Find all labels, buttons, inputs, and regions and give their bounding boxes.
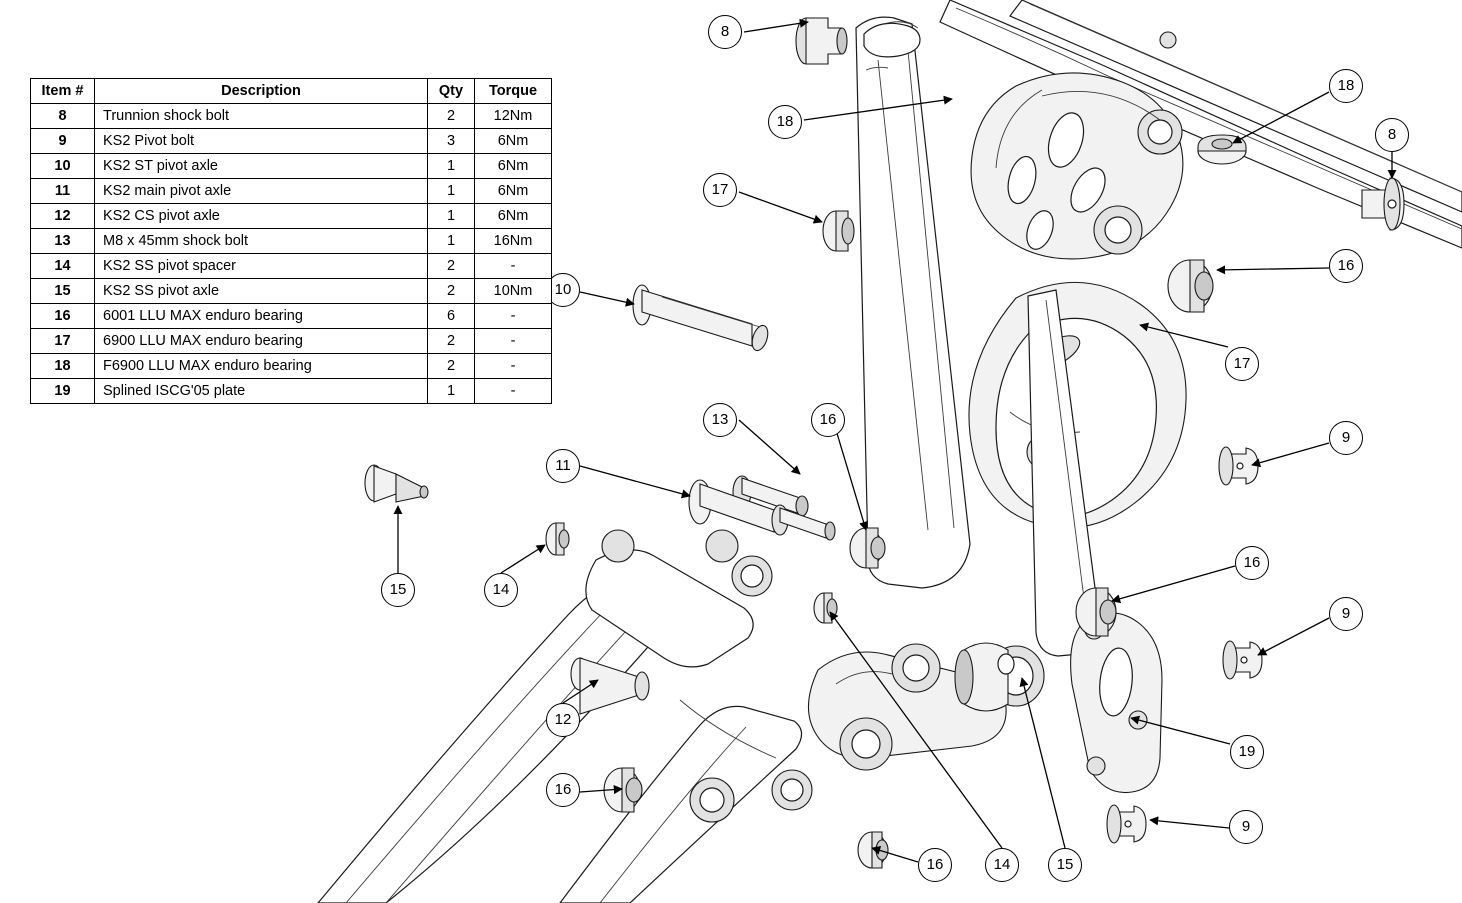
table-row xyxy=(31,204,552,229)
cell-description: KS2 SS pivot axle xyxy=(95,279,428,304)
cell-item: 14 xyxy=(31,254,95,279)
table-row xyxy=(31,229,552,254)
header-description: Description xyxy=(95,79,428,104)
table-row xyxy=(31,179,552,204)
table-row xyxy=(31,254,552,279)
header-torque: Torque xyxy=(475,79,552,104)
parts-table xyxy=(30,78,552,404)
cell-item: 9 xyxy=(31,129,95,154)
callout-balloon-14[interactable]: 14 xyxy=(484,573,518,607)
cell-qty: 1 xyxy=(428,154,475,179)
cell-item: 11 xyxy=(31,179,95,204)
cell-qty: 2 xyxy=(428,329,475,354)
leader-11 xyxy=(580,466,690,496)
cell-torque: 6Nm xyxy=(475,154,552,179)
leader-15-bottom xyxy=(1022,678,1065,848)
cell-item: 13 xyxy=(31,229,95,254)
callout-balloon-9[interactable]: 9 xyxy=(1329,421,1363,455)
cell-qty: 1 xyxy=(428,379,475,404)
callout-balloon-16[interactable]: 16 xyxy=(811,403,845,437)
cell-description: KS2 main pivot axle xyxy=(95,179,428,204)
table-row xyxy=(31,329,552,354)
cell-description: Splined ISCG'05 plate xyxy=(95,379,428,404)
callout-balloon-8[interactable]: 8 xyxy=(1375,118,1409,152)
cell-description: KS2 ST pivot axle xyxy=(95,154,428,179)
leader-10-left xyxy=(580,292,634,304)
callout-balloon-8[interactable]: 8 xyxy=(708,15,742,49)
callout-balloon-16[interactable]: 16 xyxy=(546,773,580,807)
callout-balloon-15[interactable]: 15 xyxy=(1048,848,1082,882)
cell-torque: - xyxy=(475,329,552,354)
cell-item: 12 xyxy=(31,204,95,229)
cell-qty: 1 xyxy=(428,229,475,254)
cell-torque: - xyxy=(475,354,552,379)
cell-item: 15 xyxy=(31,279,95,304)
table-row xyxy=(31,279,552,304)
leader-13 xyxy=(739,420,800,474)
cell-qty: 2 xyxy=(428,354,475,379)
cell-qty: 6 xyxy=(428,304,475,329)
table-row xyxy=(31,104,552,129)
cell-item: 18 xyxy=(31,354,95,379)
cell-item: 17 xyxy=(31,329,95,354)
cell-description: 6900 LLU MAX enduro bearing xyxy=(95,329,428,354)
callout-balloon-13[interactable]: 13 xyxy=(703,403,737,437)
callout-balloon-9[interactable]: 9 xyxy=(1329,597,1363,631)
cell-qty: 1 xyxy=(428,204,475,229)
cell-qty: 2 xyxy=(428,279,475,304)
table-row xyxy=(31,354,552,379)
table-row xyxy=(31,304,552,329)
leader-14-left xyxy=(501,545,545,573)
table-header-row xyxy=(31,79,552,104)
cell-torque: 12Nm xyxy=(475,104,552,129)
cell-qty: 2 xyxy=(428,254,475,279)
cell-item: 19 xyxy=(31,379,95,404)
cell-torque: 10Nm xyxy=(475,279,552,304)
table-row xyxy=(31,379,552,404)
callout-balloon-12[interactable]: 12 xyxy=(546,703,580,737)
cell-torque: 6Nm xyxy=(475,129,552,154)
leader-16-bottom xyxy=(872,848,918,862)
leader-18-right xyxy=(1233,92,1329,143)
callout-balloon-18[interactable]: 18 xyxy=(1329,69,1363,103)
cell-description: M8 x 45mm shock bolt xyxy=(95,229,428,254)
callout-balloon-16[interactable]: 16 xyxy=(1235,546,1269,580)
cell-description: F6900 LLU MAX enduro bearing xyxy=(95,354,428,379)
callout-balloon-11[interactable]: 11 xyxy=(546,449,580,483)
header-qty: Qty xyxy=(428,79,475,104)
leader-14-bottom xyxy=(830,612,1002,848)
cell-qty: 1 xyxy=(428,179,475,204)
cell-description: KS2 Pivot bolt xyxy=(95,129,428,154)
table-row xyxy=(31,154,552,179)
leader-9-bottom xyxy=(1150,820,1229,828)
callout-balloon-19[interactable]: 19 xyxy=(1230,735,1264,769)
cell-description: Trunnion shock bolt xyxy=(95,104,428,129)
cell-item: 10 xyxy=(31,154,95,179)
cell-item: 16 xyxy=(31,304,95,329)
cell-description: KS2 SS pivot spacer xyxy=(95,254,428,279)
leader-9-upper xyxy=(1252,443,1329,465)
table-row xyxy=(31,129,552,154)
leader-9-mid xyxy=(1258,618,1329,655)
callout-balloon-16[interactable]: 16 xyxy=(1329,249,1363,283)
leader-17-left xyxy=(739,192,822,222)
leader-16-mid xyxy=(836,430,866,530)
callout-balloon-14[interactable]: 14 xyxy=(985,848,1019,882)
callout-balloon-15[interactable]: 15 xyxy=(381,573,415,607)
callout-balloon-18[interactable]: 18 xyxy=(768,105,802,139)
callout-balloon-10[interactable]: 10 xyxy=(546,273,580,307)
parts-table-element xyxy=(30,78,552,404)
leader-18-top xyxy=(804,99,952,120)
callout-balloon-16[interactable]: 16 xyxy=(918,848,952,882)
cell-torque: - xyxy=(475,254,552,279)
cell-description: 6001 LLU MAX enduro bearing xyxy=(95,304,428,329)
cell-qty: 3 xyxy=(428,129,475,154)
cell-torque: 16Nm xyxy=(475,229,552,254)
cell-torque: 6Nm xyxy=(475,179,552,204)
cell-torque: - xyxy=(475,379,552,404)
callout-balloon-17[interactable]: 17 xyxy=(703,173,737,207)
leader-16-right xyxy=(1217,268,1329,270)
callout-balloon-17[interactable]: 17 xyxy=(1225,347,1259,381)
leader-8-top xyxy=(744,22,808,32)
leader-12 xyxy=(563,680,598,703)
cell-qty: 2 xyxy=(428,104,475,129)
header-item: Item # xyxy=(31,79,95,104)
cell-torque: 6Nm xyxy=(475,204,552,229)
cell-item: 8 xyxy=(31,104,95,129)
leader-19 xyxy=(1131,718,1230,744)
leader-16-r2 xyxy=(1112,566,1235,601)
cell-torque: - xyxy=(475,304,552,329)
leader-17-mid xyxy=(1140,325,1228,347)
leader-16-bl xyxy=(580,789,622,792)
callout-balloon-9[interactable]: 9 xyxy=(1229,810,1263,844)
cell-description: KS2 CS pivot axle xyxy=(95,204,428,229)
